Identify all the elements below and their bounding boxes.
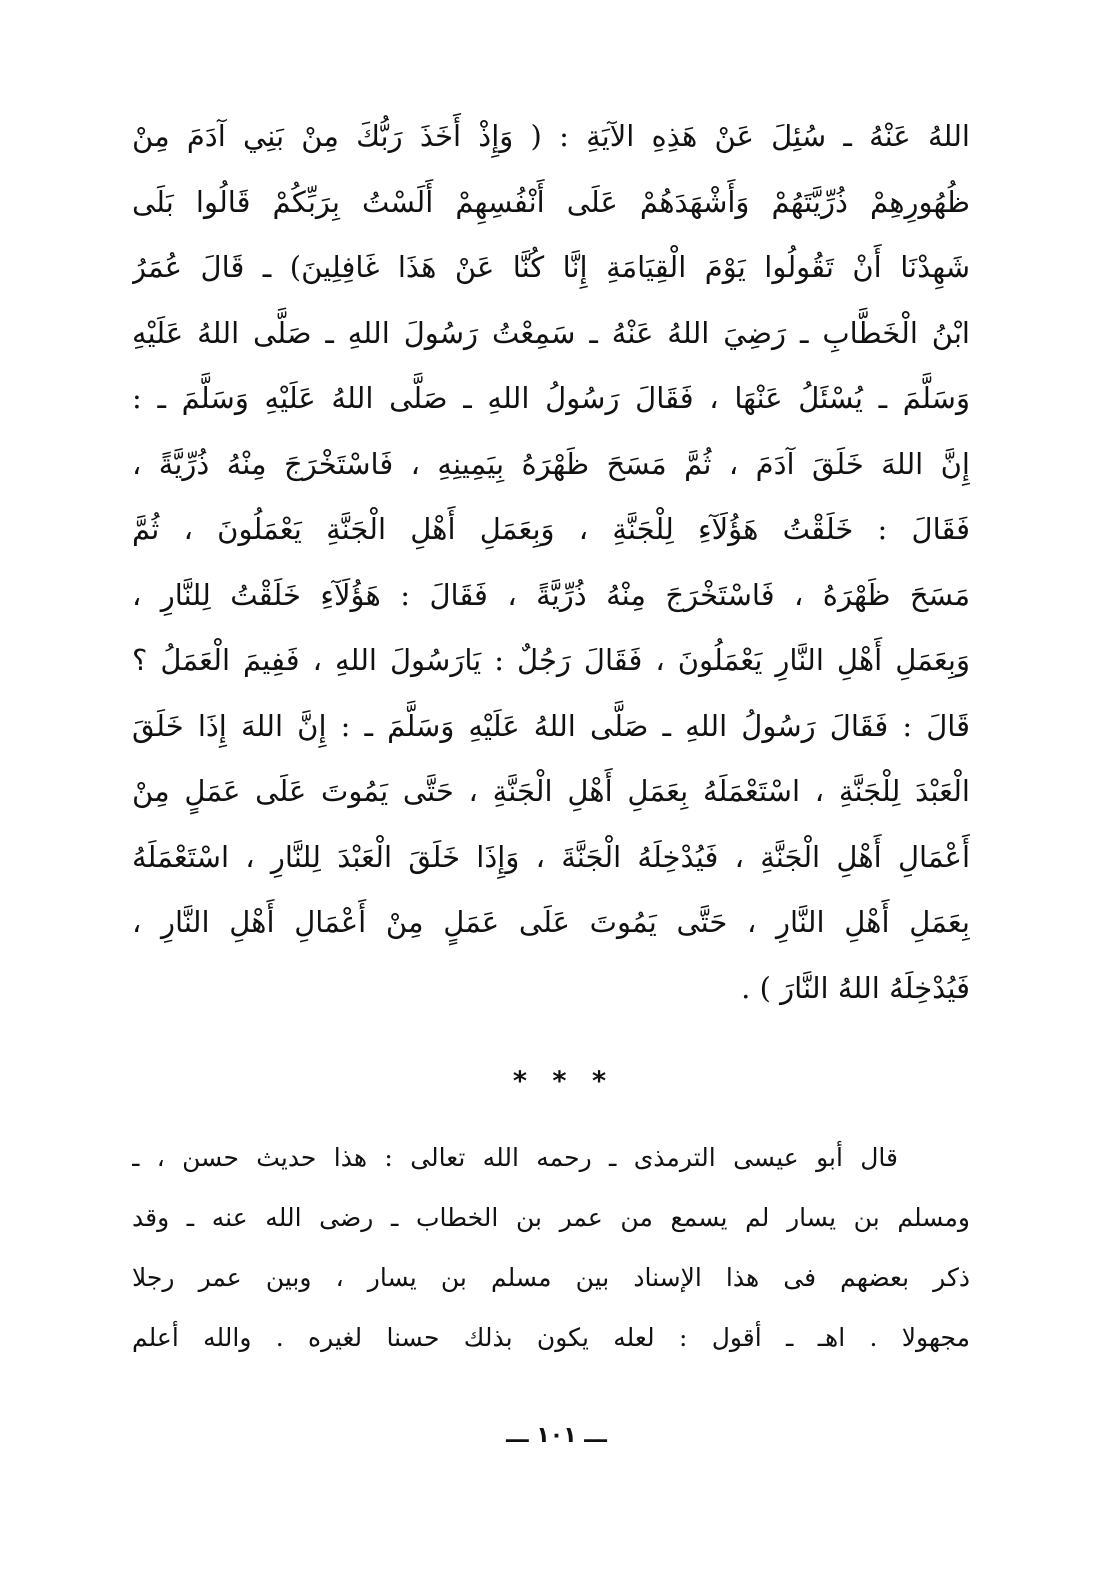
hadith-line: وَسَلَّمَ ـ يُسْئَلُ عَنْهَا ، فَقَالَ رَسُولُ اللهِ ـ صَلَّى اللهُ عَلَيْهِ وَسَلَّمَ ـ : (132, 381, 970, 415)
hadith-line: ابْنُ الْخَطَّابِ ـ رَضِيَ اللهُ عَنْهُ ـ سَمِعْتُ رَسُولَ اللهِ ـ صَلَّى اللهُ عَلَيْهِ (132, 315, 970, 350)
hadith-line: أَعْمَالِ أَهْلِ الْجَنَّةِ ، فَيُدْخِلَهُ الْجَنَّةَ ، وَإِذَا خَلَقَ الْعَبْدَ لِلنَّارِ ، اسْتَعْمَلَهُ (132, 839, 970, 874)
hadith-line: بِعَمَلِ أَهْلِ النَّارِ ، حَتَّى يَمُوتَ عَلَى عَمَلٍ مِنْ أَعْمَالِ أَهْلِ النَّارِ ، (132, 905, 970, 939)
hadith-line: وَبِعَمَلِ أَهْلِ النَّارِ يَعْمَلُونَ ، فَقَالَ رَجُلٌ : يَارَسُولَ اللهِ ، فَفِيمَ الْعَمَلُ ؟ (132, 643, 970, 677)
section-separator: * * * (512, 1066, 615, 1097)
hadith-text-block (132, 104, 970, 1021)
commentary-line: ومسلم بن يسار لم يسمع من عمر بن الخطاب ـ رضى الله عنه ـ وقد (132, 1203, 970, 1232)
commentary-line: ذكر بعضهم فى هذا الإسناد بين مسلم بن يسار ، وبين عمر رجلا (132, 1263, 970, 1292)
hadith-line: شَهِدْنَا أَنْ تَقُولُوا يَوْمَ الْقِيَامَةِ إِنَّا كُنَّا عَنْ هَذَا غَافِلِينَ) ـ قَالَ عُمَرُ (132, 250, 970, 284)
hadith-line: ظُهُورِهِمْ ذُرِّيَّتَهُمْ وَأَشْهَدَهُمْ عَلَى أَنْفُسِهِمْ أَلَسْتُ بِرَبِّكُمْ قَالُوا بَلَى (132, 184, 970, 219)
hadith-line: إِنَّ اللهَ خَلَقَ آدَمَ ، ثُمَّ مَسَحَ ظَهْرَهُ بِيَمِينِهِ ، فَاسْتَخْرَجَ مِنْهُ ذُرِّيَّةً ، (132, 446, 970, 481)
hadith-line: قَالَ : فَقَالَ رَسُولُ اللهِ ـ صَلَّى اللهُ عَلَيْهِ وَسَلَّمَ ـ : إِنَّ اللهَ إِذَا خَلَقَ (132, 708, 970, 743)
page-number: ـــ ١٠١ ـــ (506, 1423, 607, 1448)
hadith-line-last: فَيُدْخِلَهُ اللهُ النَّارَ ) . (741, 970, 970, 1005)
hadith-line: اللهُ عَنْهُ ـ سُئِلَ عَنْ هَذِهِ الآيَةِ : ( وَإِذْ أَخَذَ رَبُّكَ مِنْ بَنِي آدَمَ مِنْ (132, 119, 970, 153)
hadith-line: الْعَبْدَ لِلْجَنَّةِ ، اسْتَعْمَلَهُ بِعَمَلِ أَهْلِ الْجَنَّةِ ، حَتَّى يَمُوتَ عَلَى عَمَلٍ مِنْ (132, 774, 970, 808)
commentary-text-block (132, 1128, 970, 1368)
hadith-line: فَقَالَ : خَلَقْتُ هَؤُلَآءِ لِلْجَنَّةِ ، وَبِعَمَلِ أَهْلِ الْجَنَّةِ يَعْمَلُونَ ، ثُمَّ (132, 512, 970, 546)
hadith-line: مَسَحَ ظَهْرَهُ ، فَاسْتَخْرَجَ مِنْهُ ذُرِّيَّةً ، فَقَالَ : هَؤُلَآءِ خَلَقْتُ لِلنَّارِ ، (132, 577, 970, 612)
commentary-line: قال أبو عيسى الترمذى ـ رحمه الله تعالى : هذا حديث حسن ، ـ (132, 1143, 898, 1172)
commentary-line: مجهولا . اهـ ـ أقول : لعله يكون بذلك حسنا لغيره . والله أعلم (132, 1323, 970, 1352)
